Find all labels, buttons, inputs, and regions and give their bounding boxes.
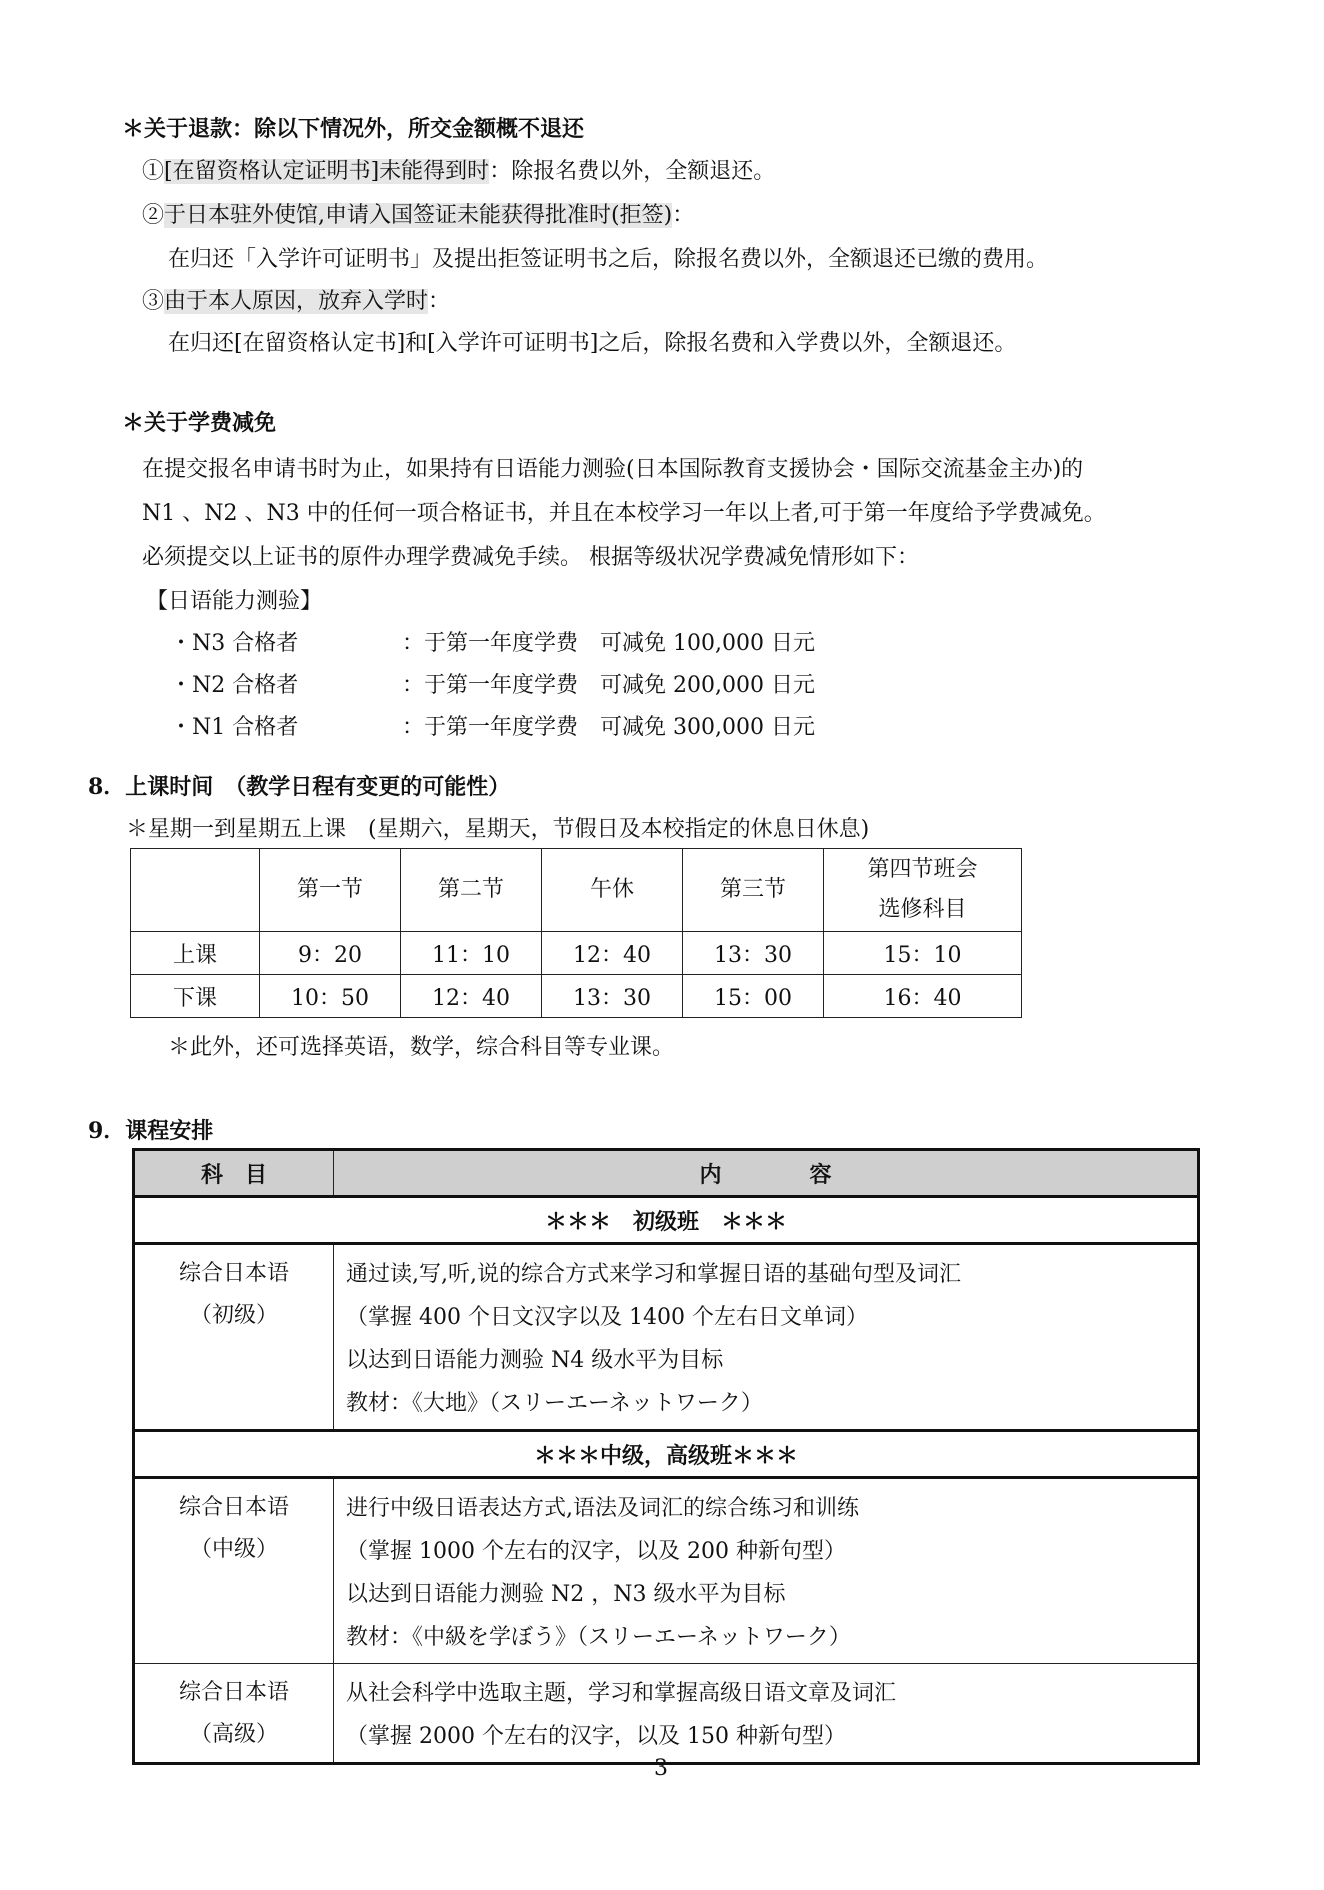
curriculum-table <box>132 1148 1200 1765</box>
section-8-heading: 8．上课时间 （教学日程有变更的可能性） <box>88 774 511 800</box>
schedule-cell: 下课 <box>131 975 260 1018</box>
course-content-line: 以达到日语能力测验 N2 ，N3 级水平为目标 <box>346 1582 786 1607</box>
refund-item-2-marker: ② <box>142 203 165 228</box>
course-content <box>334 1478 1199 1664</box>
curriculum-row-intermediate <box>134 1478 1199 1664</box>
beginner-section-label: ＊＊＊ 初级班 ＊＊＊ <box>134 1197 1199 1244</box>
curriculum-header-row <box>134 1150 1199 1197</box>
course-content-line: （掌握 1000 个左右的汉字，以及 200 种新句型） <box>346 1539 846 1564</box>
level-bullet: ・ <box>170 715 193 740</box>
section-8-footnote: ＊此外，还可选择英语，数学，综合科目等专业课。 <box>168 1035 675 1060</box>
schedule-cell: 11：10 <box>401 932 542 975</box>
refund-item-1-marker: ① <box>142 159 165 184</box>
curriculum-section-advanced <box>134 1431 1199 1478</box>
schedule-cell: 13：30 <box>683 932 824 975</box>
schedule-row-start <box>131 932 1022 975</box>
schedule-cell: 15：10 <box>824 932 1022 975</box>
refund-item-2 <box>142 198 694 229</box>
discount-level-n3 <box>170 626 298 657</box>
refund-title: ＊关于退款：除以下情况外，所交金额概不退还 <box>122 116 585 142</box>
refund-item-1-condition: [在留资格认定证明书]未能得到时 <box>164 159 490 184</box>
course-content-line: 通过读,写,听,说的综合方式来学习和掌握日语的基础句型及词汇 <box>346 1262 961 1287</box>
schedule-cell: 上课 <box>131 932 260 975</box>
section-9-heading: 9．课程安排 <box>88 1118 214 1144</box>
course-level: （高级） <box>189 1722 278 1747</box>
schedule-cell: 15：00 <box>683 975 824 1018</box>
course-subject <box>134 1478 334 1664</box>
schedule-header-period-4-line2: 选修科目 <box>878 897 967 922</box>
schedule-cell: 12：40 <box>401 975 542 1018</box>
discount-paragraph-3: 必须提交以上证书的原件办理学费减免手续。 根据等级状况学费减免情形如下： <box>142 545 919 570</box>
discount-level-n2 <box>170 668 298 699</box>
schedule-cell: 10：50 <box>260 975 401 1018</box>
section-8-note: ＊星期一到星期五上课 (星期六，星期天，节假日及本校指定的休息日休息) <box>126 817 870 842</box>
course-subject <box>134 1664 334 1764</box>
course-content-line: 以达到日语能力测验 N4 级水平为目标 <box>346 1348 724 1373</box>
course-name: 综合日本语 <box>178 1261 289 1286</box>
refund-item-2-condition: 于日本驻外使馆,申请入国签证未能获得批准时(拒签) <box>164 203 673 228</box>
schedule-header-lunch: 午休 <box>542 849 683 932</box>
test-label: 【日语能力测验】 <box>146 589 323 614</box>
schedule-header-period-1: 第一节 <box>260 849 401 932</box>
level-bullet: ・ <box>170 631 193 656</box>
schedule-cell: 16：40 <box>824 975 1022 1018</box>
level-name: N1 合格者 <box>192 715 299 740</box>
page-number: 3 <box>654 1756 668 1781</box>
level-bullet: ・ <box>170 673 193 698</box>
discount-level-n1 <box>170 710 298 741</box>
refund-item-3-colon: ： <box>428 289 451 314</box>
course-content-line: （掌握 2000 个左右的汉字，以及 150 种新句型） <box>346 1724 846 1749</box>
discount-paragraph-1: 在提交报名申请书时为止，如果持有日语能力测验(日本国际教育支援协会・国际交流基金主办)的 <box>142 457 1084 482</box>
course-content <box>334 1664 1199 1764</box>
course-content <box>334 1244 1199 1431</box>
refund-item-3 <box>142 284 450 315</box>
refund-item-2-detail: 在归还「入学许可证明书」及提出拒签证明书之后，除报名费以外，全额退还已缴的费用。 <box>168 247 1049 272</box>
refund-item-1 <box>142 154 775 185</box>
schedule-header-period-4-line1: 第四节班会 <box>867 857 978 882</box>
schedule-header-row <box>131 849 1022 932</box>
level-name: N3 合格者 <box>192 631 299 656</box>
curriculum-row-advanced <box>134 1664 1199 1764</box>
curriculum-row-beginner <box>134 1244 1199 1431</box>
refund-item-3-detail: 在归还[在留资格认定书]和[入学许可证明书]之后，除报名费和入学费以外，全额退还。 <box>168 331 1017 356</box>
course-level: （中级） <box>189 1537 278 1562</box>
course-content-line: 进行中级日语表达方式,语法及词汇的综合练习和训练 <box>346 1496 859 1521</box>
course-level: （初级） <box>189 1303 278 1328</box>
schedule-header-blank <box>131 849 260 932</box>
course-content-line: 教材：《大地》（スリーエーネットワーク） <box>346 1391 763 1416</box>
refund-item-1-result: ：除报名费以外，全额退还。 <box>489 159 776 184</box>
schedule-header-period-3: 第三节 <box>683 849 824 932</box>
discount-level-n3-desc: ：于第一年度学费 可减免 100,000 日元 <box>402 631 815 656</box>
curriculum-header-content: 内 容 <box>334 1150 1199 1197</box>
advanced-section-label: ＊＊＊中级，高级班＊＊＊ <box>134 1431 1199 1478</box>
class-schedule-table <box>130 848 1022 1018</box>
refund-item-2-colon: ： <box>672 203 695 228</box>
schedule-header-period-2: 第二节 <box>401 849 542 932</box>
discount-level-n2-desc: ：于第一年度学费 可减免 200,000 日元 <box>402 673 815 698</box>
schedule-cell: 9：20 <box>260 932 401 975</box>
course-content-line: 从社会科学中选取主题，学习和掌握高级日语文章及词汇 <box>346 1681 897 1706</box>
refund-item-3-condition: 由于本人原因，放弃入学时 <box>164 289 429 314</box>
schedule-cell: 12：40 <box>542 932 683 975</box>
discount-level-n1-desc: ：于第一年度学费 可减免 300,000 日元 <box>402 715 815 740</box>
course-name: 综合日本语 <box>178 1495 289 1520</box>
schedule-cell: 13：30 <box>542 975 683 1018</box>
schedule-row-end <box>131 975 1022 1018</box>
schedule-header-period-4 <box>824 849 1022 932</box>
level-name: N2 合格者 <box>192 673 299 698</box>
refund-item-3-marker: ③ <box>142 289 165 314</box>
course-content-line: （掌握 400 个日文汉字以及 1400 个左右日文单词） <box>346 1305 868 1330</box>
course-content-line: 教材：《中級を学ぼう》（スリーエーネットワーク） <box>346 1625 851 1650</box>
discount-title: ＊关于学费减免 <box>122 410 277 436</box>
course-name: 综合日本语 <box>178 1680 289 1705</box>
course-subject <box>134 1244 334 1431</box>
curriculum-section-beginner <box>134 1197 1199 1244</box>
curriculum-header-subject: 科 目 <box>134 1150 334 1197</box>
discount-paragraph-2: N1 、N2 、N3 中的任何一项合格证书，并且在本校学习一年以上者,可于第一年度给予学费减免。 <box>142 501 1106 526</box>
